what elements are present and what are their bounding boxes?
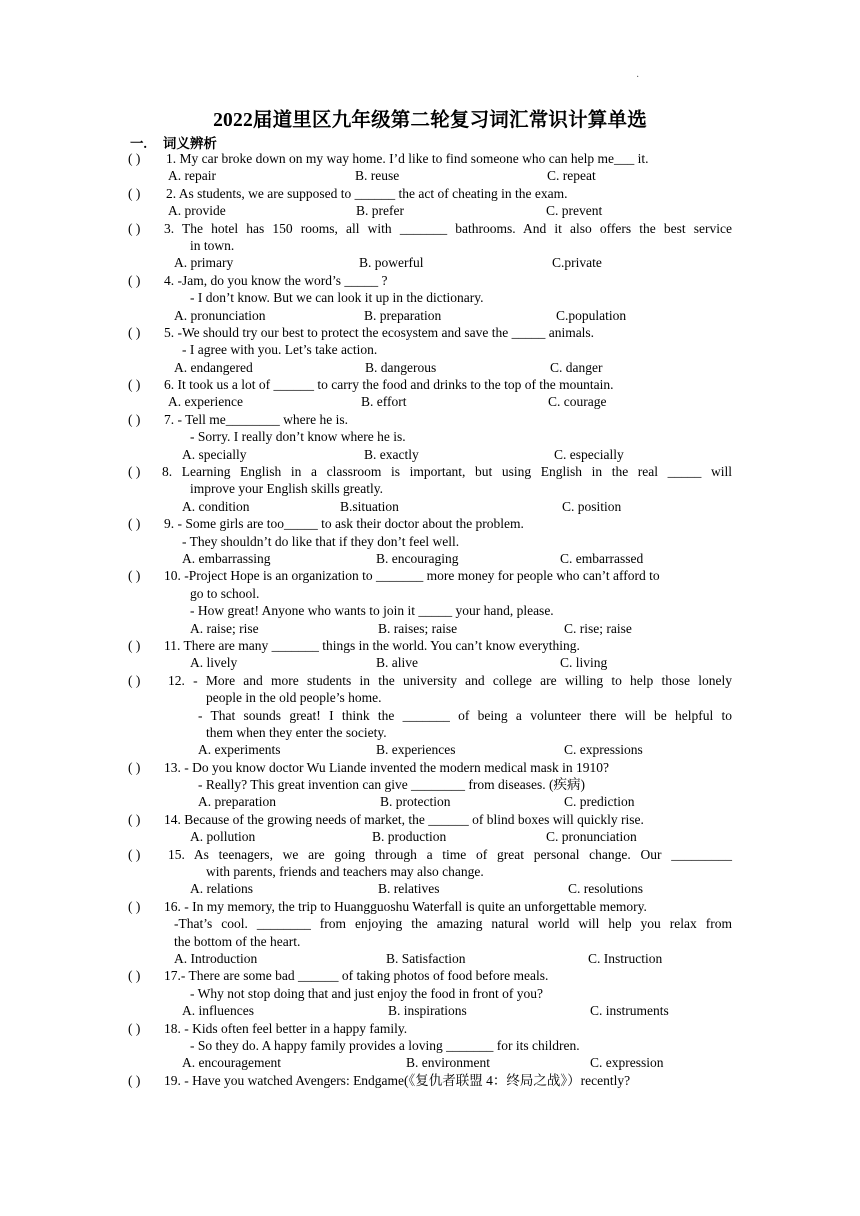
option-a[interactable]: A. specially (182, 446, 247, 462)
answer-blank[interactable]: ( ) (128, 324, 141, 340)
question-stem (128, 672, 732, 689)
question-item (128, 898, 732, 968)
answer-blank[interactable]: ( ) (128, 968, 141, 984)
question-text: go to school. (190, 585, 260, 601)
options-row (128, 1054, 732, 1071)
answer-blank[interactable]: ( ) (128, 1020, 141, 1036)
option-c[interactable]: C. prediction (564, 794, 635, 810)
question-text: 14. Because of the growing needs of market, the ______ of blind boxes will quickly rise. (164, 811, 644, 827)
question-stem (128, 324, 732, 341)
answer-blank[interactable]: ( ) (128, 464, 141, 480)
option-b[interactable]: B. preparation (364, 307, 442, 323)
question-continuation (128, 237, 732, 254)
answer-blank[interactable]: ( ) (128, 272, 141, 288)
option-c[interactable]: C. pronunciation (546, 829, 637, 845)
options-row (128, 654, 732, 671)
question-stem (128, 185, 732, 202)
answer-blank[interactable]: ( ) (128, 568, 141, 584)
options-row (128, 741, 732, 758)
answer-blank[interactable]: ( ) (128, 377, 141, 393)
option-b[interactable]: B. raises; raise (378, 620, 458, 636)
question-continuation (128, 689, 732, 706)
option-c[interactable]: C. especially (554, 446, 624, 462)
option-c[interactable]: C. resolutions (568, 881, 644, 897)
question-text: - So they do. A happy family provides a loving _______ for its children. (190, 1037, 580, 1053)
question-text: 16. - In my memory, the trip to Huangguoshu Waterfall is quite an unforgettable memory. (164, 898, 647, 914)
question-text: in town. (190, 237, 235, 253)
option-c[interactable]: C. expressions (564, 742, 643, 758)
question-stem (128, 220, 732, 237)
question-continuation (128, 863, 732, 880)
question-item (128, 1020, 732, 1072)
option-b[interactable]: B. reuse (355, 168, 400, 184)
option-c[interactable]: C. prevent (546, 203, 603, 219)
option-b[interactable]: B. protection (380, 794, 451, 810)
option-c[interactable]: C. repeat (547, 168, 596, 184)
option-c[interactable]: C. position (562, 498, 622, 514)
question-stem (128, 411, 732, 428)
question-continuation (128, 985, 732, 1002)
options-row (128, 550, 732, 567)
question-item (128, 567, 732, 637)
question-stem (128, 272, 732, 289)
question-continuation (128, 289, 732, 306)
option-c[interactable]: C.private (552, 255, 602, 271)
options-row (128, 950, 732, 967)
option-c[interactable]: C. living (560, 655, 608, 671)
question-text: 13. - Do you know doctor Wu Liande invented the modern medical mask in 1910? (164, 759, 609, 775)
options-row (128, 167, 732, 184)
option-b[interactable]: B. encouraging (376, 550, 459, 566)
option-b[interactable]: B. production (372, 829, 447, 845)
answer-blank[interactable]: ( ) (128, 811, 141, 827)
question-stem (128, 637, 732, 654)
answer-blank[interactable]: ( ) (128, 898, 141, 914)
answer-blank[interactable]: ( ) (128, 220, 141, 236)
options-row (128, 1002, 732, 1019)
question-text: - I agree with you. Let’s take action. (182, 342, 378, 358)
answer-blank[interactable]: ( ) (128, 1072, 141, 1088)
option-b[interactable]: B. inspirations (388, 1003, 467, 1019)
question-continuation (128, 341, 732, 358)
option-a[interactable]: A. provide (168, 203, 226, 219)
option-b[interactable]: B. alive (376, 655, 418, 671)
answer-blank[interactable]: ( ) (128, 846, 141, 862)
question-item (128, 411, 732, 463)
question-text: 9. - Some girls are too_____ to ask their doctor about the problem. (164, 516, 524, 532)
option-b[interactable]: B.situation (340, 498, 399, 514)
option-a[interactable]: A. Introduction (174, 950, 258, 966)
option-c[interactable]: C. Instruction (588, 950, 663, 966)
option-b[interactable]: B. environment (406, 1055, 490, 1071)
question-stem (128, 150, 732, 167)
answer-blank[interactable]: ( ) (128, 151, 141, 166)
option-a[interactable]: A. raise; rise (190, 620, 259, 636)
option-b[interactable]: B. Satisfaction (386, 950, 466, 966)
option-a[interactable]: A. pollution (190, 829, 256, 845)
question-text: 2. As students, we are supposed to ______ the act of cheating in the exam. (166, 185, 568, 201)
option-a[interactable]: A. lively (190, 655, 238, 671)
question-text: 19. - Have you watched Avengers: Endgame(《复仇者联盟 4：终局之战》）recently? (164, 1072, 631, 1088)
question-stem (128, 463, 732, 480)
question-stem (128, 515, 732, 532)
question-continuation (128, 428, 732, 445)
option-c[interactable]: C. courage (548, 394, 607, 410)
question-stem (128, 1072, 732, 1089)
question-text: 12. - More and more students in the university and college are willing to help those lonely (168, 672, 732, 688)
page-mark: · (636, 72, 640, 83)
question-text: 3. The hotel has 150 rooms, all with _______ bathrooms. And it also offers the best service (164, 220, 732, 236)
question-list (128, 150, 732, 1089)
option-a[interactable]: A. repair (168, 168, 216, 184)
question-text: 11. There are many _______ things in the world. You can’t know everything. (164, 637, 580, 653)
answer-blank[interactable]: ( ) (128, 516, 141, 532)
question-text: 4. -Jam, do you know the word’s _____ ? (164, 272, 388, 288)
question-item (128, 150, 732, 185)
question-text: 8. Learning English in a classroom is important, but using English in the real _____ will (162, 464, 732, 480)
question-item (128, 515, 732, 567)
options-row (128, 880, 732, 897)
question-stem (128, 898, 732, 915)
section-title: 词义辨析 (162, 136, 217, 151)
option-a[interactable]: A. embarrassing (182, 550, 271, 566)
option-b[interactable]: B. relatives (378, 881, 440, 897)
option-a[interactable]: A. endangered (174, 359, 253, 375)
question-continuation (128, 915, 732, 932)
option-c[interactable]: C. expression (590, 1055, 664, 1071)
question-item (128, 185, 732, 220)
question-stem (128, 967, 732, 984)
options-row (128, 828, 732, 845)
answer-blank[interactable]: ( ) (128, 185, 141, 201)
options-row (128, 202, 732, 219)
option-a[interactable]: A. primary (174, 255, 234, 271)
question-item (128, 1072, 732, 1089)
question-text: the bottom of the heart. (174, 933, 301, 949)
question-text: - I don’t know. But we can look it up in the dictionary. (190, 290, 484, 306)
option-a[interactable]: A. relations (190, 881, 253, 897)
question-item (128, 967, 732, 1019)
options-row (128, 359, 732, 376)
answer-blank[interactable]: ( ) (128, 637, 141, 653)
option-c[interactable]: C. rise; raise (564, 620, 632, 636)
answer-blank[interactable]: ( ) (128, 411, 141, 427)
question-continuation (128, 707, 732, 724)
question-continuation (128, 776, 732, 793)
options-row (128, 254, 732, 271)
question-text: - They shouldn’t do like that if they don’t feel well. (182, 533, 460, 549)
question-text: people in the old people’s home. (206, 690, 382, 706)
option-a[interactable]: A. encouragement (182, 1055, 281, 1071)
question-text: - That sounds great! I think the _______ of being a volunteer there will be helpful to (198, 707, 732, 723)
page-title: 2022届道里区九年级第二轮复习词汇常识计算单选 (213, 110, 647, 131)
question-continuation (128, 724, 732, 741)
option-b[interactable]: B. experiences (376, 742, 456, 758)
section-heading (130, 132, 217, 152)
options-row (128, 498, 732, 515)
question-text: 15. As teenagers, we are going through a time of great personal change. Our _________ (168, 846, 732, 862)
question-continuation (128, 585, 732, 602)
option-a[interactable]: A. experiments (198, 742, 281, 758)
question-stem (128, 376, 732, 393)
option-b[interactable]: B. prefer (356, 203, 404, 219)
question-item (128, 672, 732, 759)
answer-blank[interactable]: ( ) (128, 672, 141, 688)
question-text: - Why not stop doing that and just enjoy the food in front of you? (190, 985, 543, 1001)
question-item (128, 846, 732, 898)
question-text: with parents, friends and teachers may also change. (206, 864, 484, 880)
options-row (128, 307, 732, 324)
option-b[interactable]: B. effort (361, 394, 407, 410)
question-item (128, 272, 732, 324)
option-c[interactable]: C. danger (550, 359, 603, 375)
question-text: - Really? This great invention can give ________ from diseases. (疾病) (198, 777, 586, 793)
question-stem (128, 1020, 732, 1037)
question-text: 10. -Project Hope is an organization to _______ more money for people who can’t afford to (164, 568, 660, 584)
question-continuation (128, 480, 732, 497)
options-row (128, 620, 732, 637)
question-text: - How great! Anyone who wants to join it _____ your hand, please. (190, 603, 554, 619)
question-text: 5. -We should try our best to protect the ecosystem and save the _____ animals. (164, 324, 595, 340)
question-continuation (128, 1037, 732, 1054)
options-row (128, 393, 732, 410)
question-text: 18. - Kids often feel better in a happy family. (164, 1020, 408, 1036)
question-text: -That’s cool. ________ from enjoying the amazing natural world will help you relax from (174, 916, 732, 932)
options-row (128, 446, 732, 463)
question-text: 17.- There are some bad ______ of taking photos of food before meals. (164, 968, 549, 984)
question-item (128, 759, 732, 811)
question-text: 7. - Tell me________ where he is. (164, 411, 349, 427)
question-text: 1. My car broke down on my way home. I’d like to find someone who can help me___ it. (166, 151, 649, 166)
question-stem (128, 759, 732, 776)
question-text: them when they enter the society. (206, 724, 387, 740)
option-b[interactable]: B. exactly (364, 446, 419, 462)
question-item (128, 376, 732, 411)
question-text: - Sorry. I really don’t know where he is. (190, 429, 406, 445)
options-row (128, 793, 732, 810)
option-a[interactable]: A. preparation (198, 794, 276, 810)
option-c[interactable]: C.population (556, 307, 627, 323)
question-item (128, 324, 732, 376)
question-continuation (128, 533, 732, 550)
option-a[interactable]: A. condition (182, 498, 250, 514)
option-a[interactable]: A. influences (182, 1003, 254, 1019)
question-text: 6. It took us a lot of ______ to carry the food and drinks to the top of the mountain. (164, 377, 614, 393)
option-a[interactable]: A. pronunciation (174, 307, 266, 323)
question-continuation (128, 602, 732, 619)
question-stem (128, 567, 732, 584)
answer-blank[interactable]: ( ) (128, 759, 141, 775)
question-item (128, 637, 732, 672)
question-stem (128, 846, 732, 863)
question-item (128, 220, 732, 272)
question-text: improve your English skills greatly. (190, 481, 383, 497)
section-number: 一. (130, 136, 147, 151)
option-b[interactable]: B. powerful (359, 255, 424, 271)
option-c[interactable]: C. embarrassed (560, 550, 644, 566)
question-item (128, 463, 732, 515)
option-c[interactable]: C. instruments (590, 1003, 669, 1019)
question-item (128, 811, 732, 846)
question-stem (128, 811, 732, 828)
question-continuation (128, 933, 732, 950)
option-a[interactable]: A. experience (168, 394, 243, 410)
option-b[interactable]: B. dangerous (365, 359, 437, 375)
